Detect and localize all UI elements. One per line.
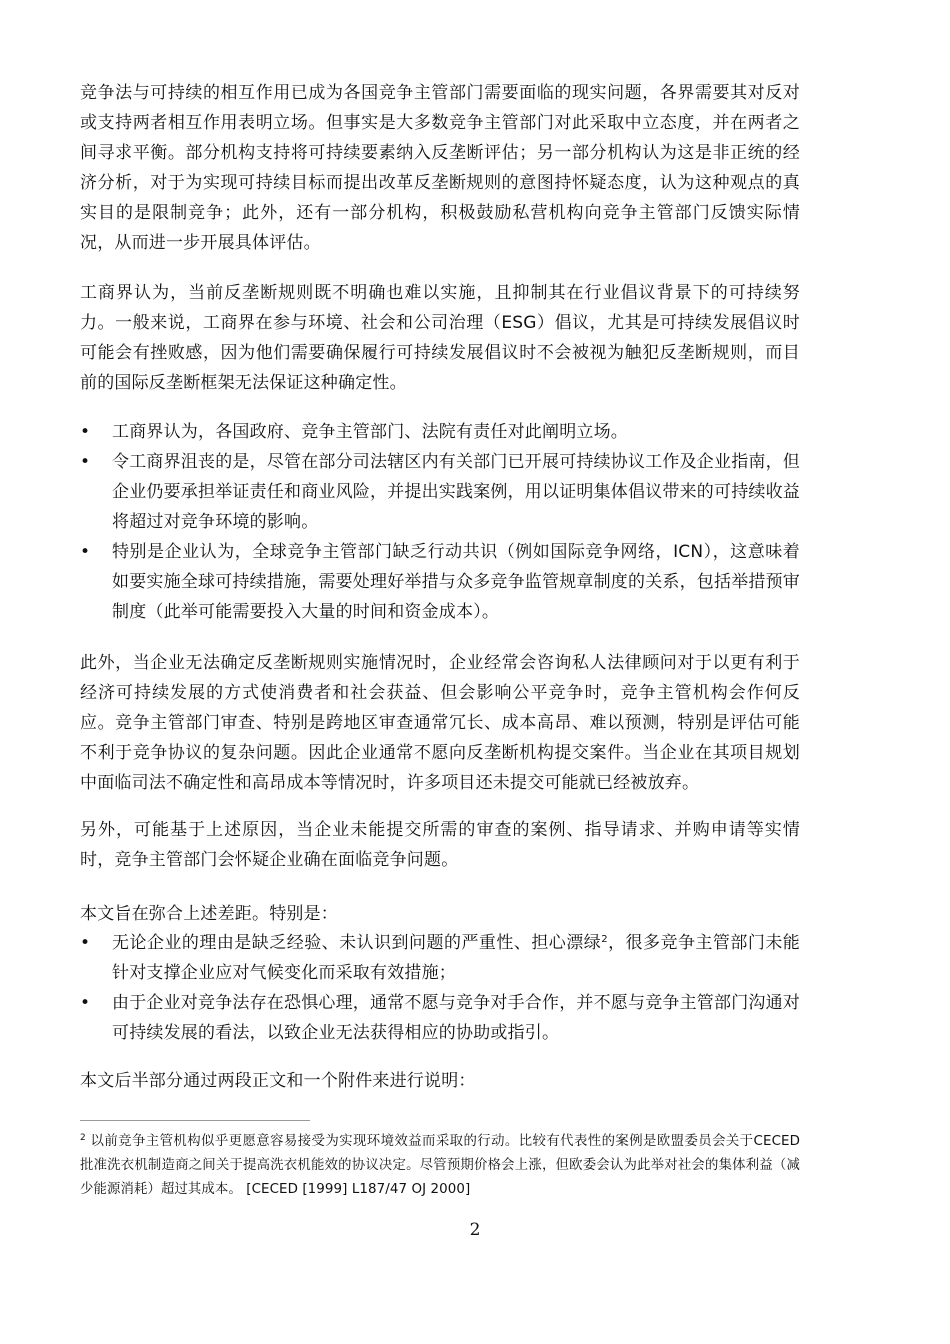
paragraph-legal-uncertainty: 此外，当企业无法确定反垄断规则实施情况时，企业经常会咨询私人法律顾问对于以更有利于经济可持续发展的方式使消费者和社会获益、但会影响公平竞争时，竞争主管机构会作何反应。竞争主管部门审查、特别是跨地区审查通常冗长、成本高昂、难以预测，特别是评估可能不利于竞争协议的复杂问题。因此企业通常不愿向反垄断机构提交案件。当企业在其项目规划中面临司法不确定性和高昂成本等情况时，许多项目还未提交可能就已经被放弃。 (80, 653, 800, 793)
footnote-marker: 2 (80, 1133, 86, 1143)
aim-list (80, 928, 800, 1048)
list-item-text-part: ，很多竞争主管部门未能针对支撑企业应对气候变化而采取有效措施； (112, 933, 800, 983)
bullet-marker: • (80, 422, 91, 442)
footnote (80, 1130, 800, 1202)
bullet-marker: • (80, 452, 91, 472)
list-item (80, 537, 800, 627)
paragraph-interaction-stance: 竞争法与可持续的相互作用已成为各国竞争主管部门需要面临的现实问题，各界需要其对反对或支持两者相互作用表明立场。但事实是大多数竞争主管部门对此采取中立态度，并在两者之间寻求平衡。部分机构支持将可持续要素纳入反垄断评估；另一部分机构认为这是非正统的经济分析，对于为实现可持续目标而提出改革反垄断规则的意图持怀疑态度，认为这种观点的真实目的是限制竞争；此外，还有一部分机构，积极鼓励私营机构向竞争主管部门反馈实际情况，从而进一步开展具体评估。 (80, 83, 800, 253)
list-item (80, 417, 800, 447)
paragraph-business-view: 工商界认为，当前反垄断规则既不明确也难以实施，且抑制其在行业倡议背景下的可持续努力。一般来说，工商界在参与环境、社会和公司治理（ESG）倡议，尤其是可持续发展倡议时可能会有挫败感，因为他们需要确保履行可持续发展倡议时不会被视为触犯反垄断规则，而目前的国际反垄断框架无法保证这种确定性。 (80, 283, 800, 393)
bullet-marker: • (80, 933, 91, 953)
list-item-text: 由于企业对竞争法存在恐惧心理，通常不愿与竞争对手合作，并不愿与竞争主管部门沟通对可持续发展的看法，以致企业无法获得相应的协助或指引。 (112, 993, 800, 1043)
bullet-marker: • (80, 993, 91, 1013)
paragraph-aim-intro: 本文旨在弥合上述差距。特别是： (80, 904, 338, 924)
footnote-separator (80, 1120, 310, 1121)
paragraph-authority-suspicion: 另外，可能基于上述原因，当企业未能提交所需的审查的案例、指导请求、并购申请等实情时，竞争主管部门会怀疑企业确在面临竞争问题。 (80, 820, 800, 870)
paragraph-structure-intro: 本文后半部分通过两段正文和一个附件来进行说明： (80, 1071, 476, 1091)
footnote-reference[interactable]: 2 (601, 934, 608, 945)
list-item (80, 447, 800, 537)
bullet-marker: • (80, 542, 91, 562)
list-item-text: 工商界认为，各国政府、竞争主管部门、法院有责任对此阐明立场。 (112, 422, 628, 442)
list-item-text-part: 无论企业的理由是缺乏经验、未认识到问题的严重性、担心漂绿 (112, 933, 602, 953)
page-number: 2 (469, 1220, 481, 1240)
list-item (80, 988, 800, 1048)
list-item-text: 令工商界沮丧的是，尽管在部分司法辖区内有关部门已开展可持续协议工作及企业指南，但企业仍要承担举证责任和商业风险，并提出实践案例，用以证明集体倡议带来的可持续收益将超过对竞争环境的影响。 (112, 452, 800, 532)
list-item (80, 928, 800, 988)
list-item-text: 特别是企业认为，全球竞争主管部门缺乏行动共识（例如国际竞争网络，ICN），这意味着如要实施全球可持续措施，需要处理好举措与众多竞争监管规章制度的关系，包括举措预审制度（此举可能需要投入大量的时间和资金成本）。 (112, 542, 800, 622)
footnote-text: 以前竞争主管机构似乎更愿意容易接受为实现环境效益而采取的行动。比较有代表性的案例是欧盟委员会关于CECED 批准洗衣机制造商之间关于提高洗衣机能效的协议决定。尽管预期价格会上涨，但欧委会认为此举对社会的集体利益（减少能源消耗）超过其成本。 [CECED [1999] L187/47 OJ 2000] (80, 1134, 800, 1197)
business-concerns-list (80, 417, 800, 627)
